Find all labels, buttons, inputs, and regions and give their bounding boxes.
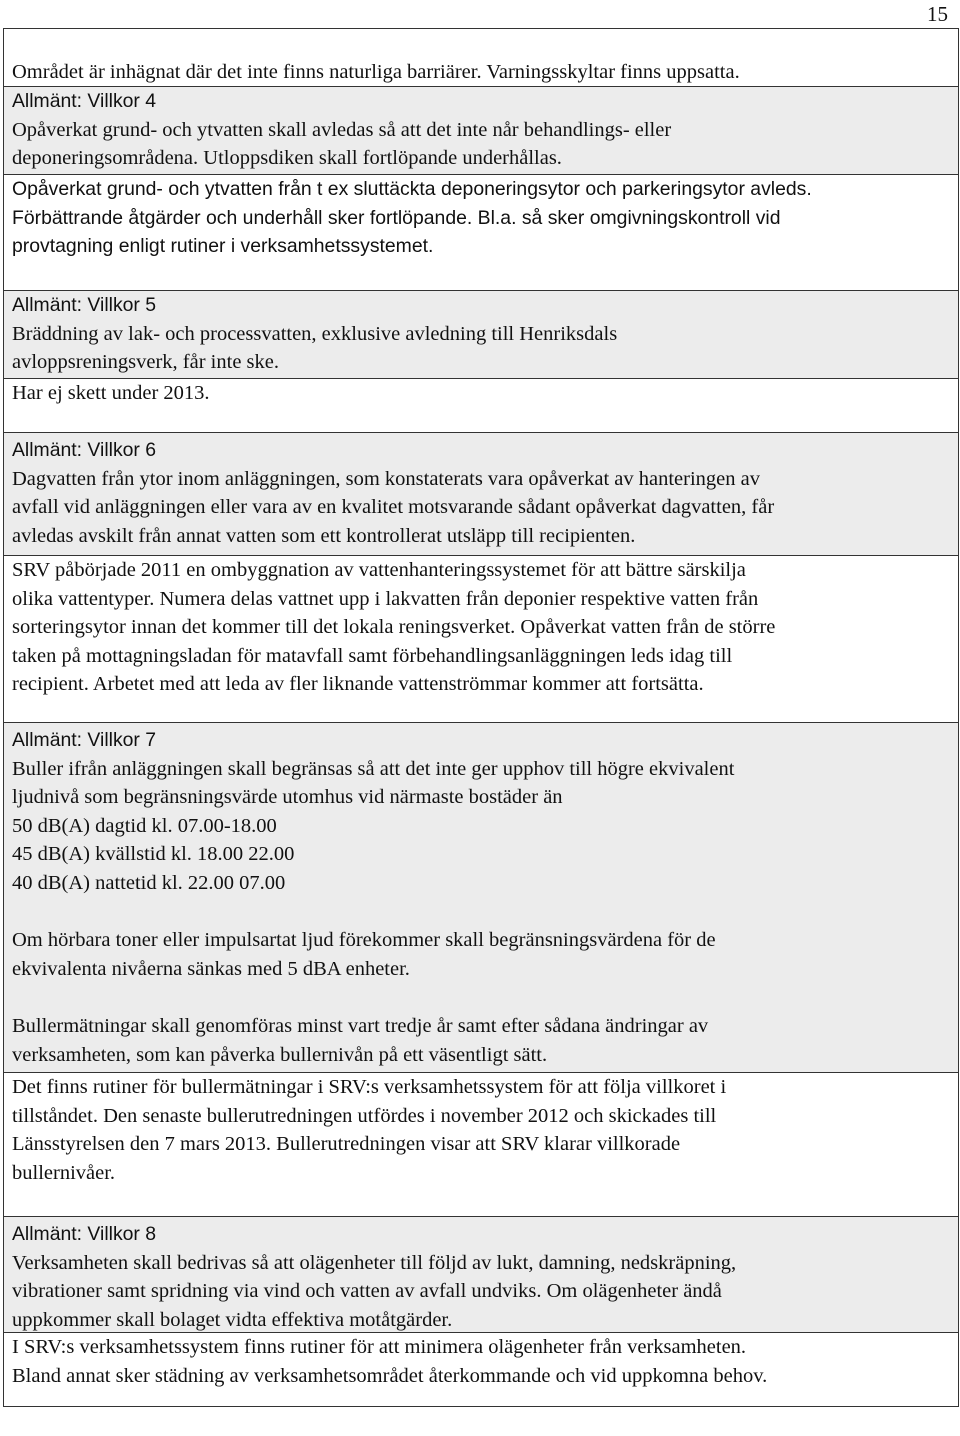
status-row-fencing: [4, 29, 958, 87]
condition-8-text: Verksamheten skall bedrivas så att olägenheter till följd av lukt, damning, nedskräpning,: [12, 1251, 737, 1274]
condition-8-text: uppkommer skall bolaget vidta effektiva motåtgärder.: [12, 1308, 453, 1331]
page-number: 15: [927, 2, 948, 26]
blank-line: [4, 983, 958, 1012]
condition-6-heading: Allmänt: Villkor 6: [12, 439, 157, 461]
condition-6-text: Dagvatten från ytor inom anläggningen, som konstaterats vara opåverkat av hanteringen av: [12, 467, 760, 490]
condition-8-status-row: [4, 1333, 958, 1407]
condition-7-text: ekvivalenta nivåerna sänkas med 5 dBA enheter.: [12, 957, 410, 980]
conditions-table: [3, 28, 959, 1407]
condition-5-status-row: [4, 379, 958, 433]
condition-7-row: [4, 723, 958, 1073]
condition-6-status: taken på mottagningsladan för matavfall samt förbehandlingsanläggningen leds idag till: [12, 644, 733, 667]
condition-4-status: Opåverkat grund- och ytvatten från t ex sluttäckta deponeringsytor och parkeringsytor avleds.: [12, 178, 812, 200]
condition-5-status: Har ej skett under 2013.: [12, 382, 210, 404]
condition-8-text: vibrationer samt spridning via vind och vatten av avfall undviks. Om olägenheter ändå: [12, 1280, 722, 1303]
condition-8-heading: Allmänt: Villkor 8: [12, 1223, 157, 1245]
condition-6-status: SRV påbörjade 2011 en ombyggnation av vattenhanteringssystemet för att bättre särskilja: [12, 559, 746, 581]
condition-6-text: avledas avskilt från annat vatten som ett kontrollerat utsläpp till recipienten.: [12, 524, 636, 547]
condition-7-text: verksamheten, som kan påverka bullernivån på ett väsentligt sätt.: [12, 1043, 548, 1066]
condition-4-heading: Allmänt: Villkor 4: [12, 90, 157, 112]
condition-6-status-row: [4, 556, 958, 723]
condition-6-status: sorteringsytor innan det kommer till det lokala reningsverket. Opåverkat vatten från de större: [12, 616, 776, 639]
condition-4-status-row: [4, 175, 958, 291]
condition-4-row: [4, 87, 958, 175]
condition-7-status: Länsstyrelsen den 7 mars 2013. Bullerutredningen visar att SRV klarar villkorade: [12, 1133, 681, 1156]
condition-7-status: tillståndet. Den senaste bullerutredningen utfördes i november 2012 och skickades till: [12, 1104, 717, 1127]
condition-7-status: Det finns rutiner för bullermätningar i SRV:s verksamhetssystem för att följa villkoret i: [12, 1076, 727, 1098]
condition-6-status: olika vattentyper. Numera delas vattnet upp i lakvatten från deponier respektive vatten från: [12, 587, 759, 610]
condition-4-text: Opåverkat grund- och ytvatten skall avledas så att det inte når behandlings- eller: [12, 118, 672, 141]
condition-7-status-row: [4, 1073, 958, 1217]
condition-4-status: Förbättrande åtgärder och underhåll sker fortlöpande. Bl.a. så sker omgivningskontroll vid: [12, 206, 781, 229]
condition-7-text: Buller ifrån anläggningen skall begränsas så att det inte ger upphov till högre ekvivalent: [12, 757, 735, 780]
status-text: Området är inhägnat där det inte finns naturliga barriärer. Varningsskyltar finns uppsatta.: [12, 61, 740, 83]
condition-5-heading: Allmänt: Villkor 5: [12, 294, 157, 316]
noise-limit-night: 40 dB(A) nattetid kl. 22.00 07.00: [12, 871, 286, 894]
condition-4-status: provtagning enligt rutiner i verksamhetssystemet.: [12, 235, 434, 258]
condition-6-text: avfall vid anläggningen eller vara av en kvalitet motsvarande sådant opåverkat dagvatten, får: [12, 496, 775, 519]
condition-8-status: Bland annat sker städning av verksamhetsområdet återkommande och vid uppkomna behov.: [12, 1364, 768, 1387]
condition-4-text: deponeringsområdena. Utloppsdiken skall fortlöpande underhållas.: [12, 147, 562, 170]
condition-6-status: recipient. Arbetet med att leda av fler liknande vattenströmmar kommer att fortsätta.: [12, 673, 704, 696]
condition-5-text: Bräddning av lak- och processvatten, exklusive avledning till Henriksdals: [12, 322, 618, 345]
noise-limit-evening: 45 dB(A) kvällstid kl. 18.00 22.00: [12, 843, 295, 866]
condition-6-row: [4, 433, 958, 556]
condition-8-row: [4, 1217, 958, 1333]
blank-line: [4, 898, 958, 927]
condition-5-row: [4, 291, 958, 379]
condition-5-text: avloppsreningsverk, får inte ske.: [12, 351, 279, 374]
noise-limit-day: 50 dB(A) dagtid kl. 07.00-18.00: [12, 814, 277, 837]
condition-7-text: ljudnivå som begränsningsvärde utomhus vid närmaste bostäder än: [12, 786, 563, 809]
condition-7-status: bullernivåer.: [12, 1161, 116, 1184]
condition-7-text: Bullermätningar skall genomföras minst vart tredje år samt efter sådana ändringar av: [12, 1014, 709, 1037]
condition-8-status: I SRV:s verksamhetssystem finns rutiner för att minimera olägenheter från verksamheten.: [12, 1336, 747, 1358]
condition-7-text: Om hörbara toner eller impulsartat ljud förekommer skall begränsningsvärdena för de: [12, 929, 716, 952]
condition-7-heading: Allmänt: Villkor 7: [12, 729, 157, 751]
